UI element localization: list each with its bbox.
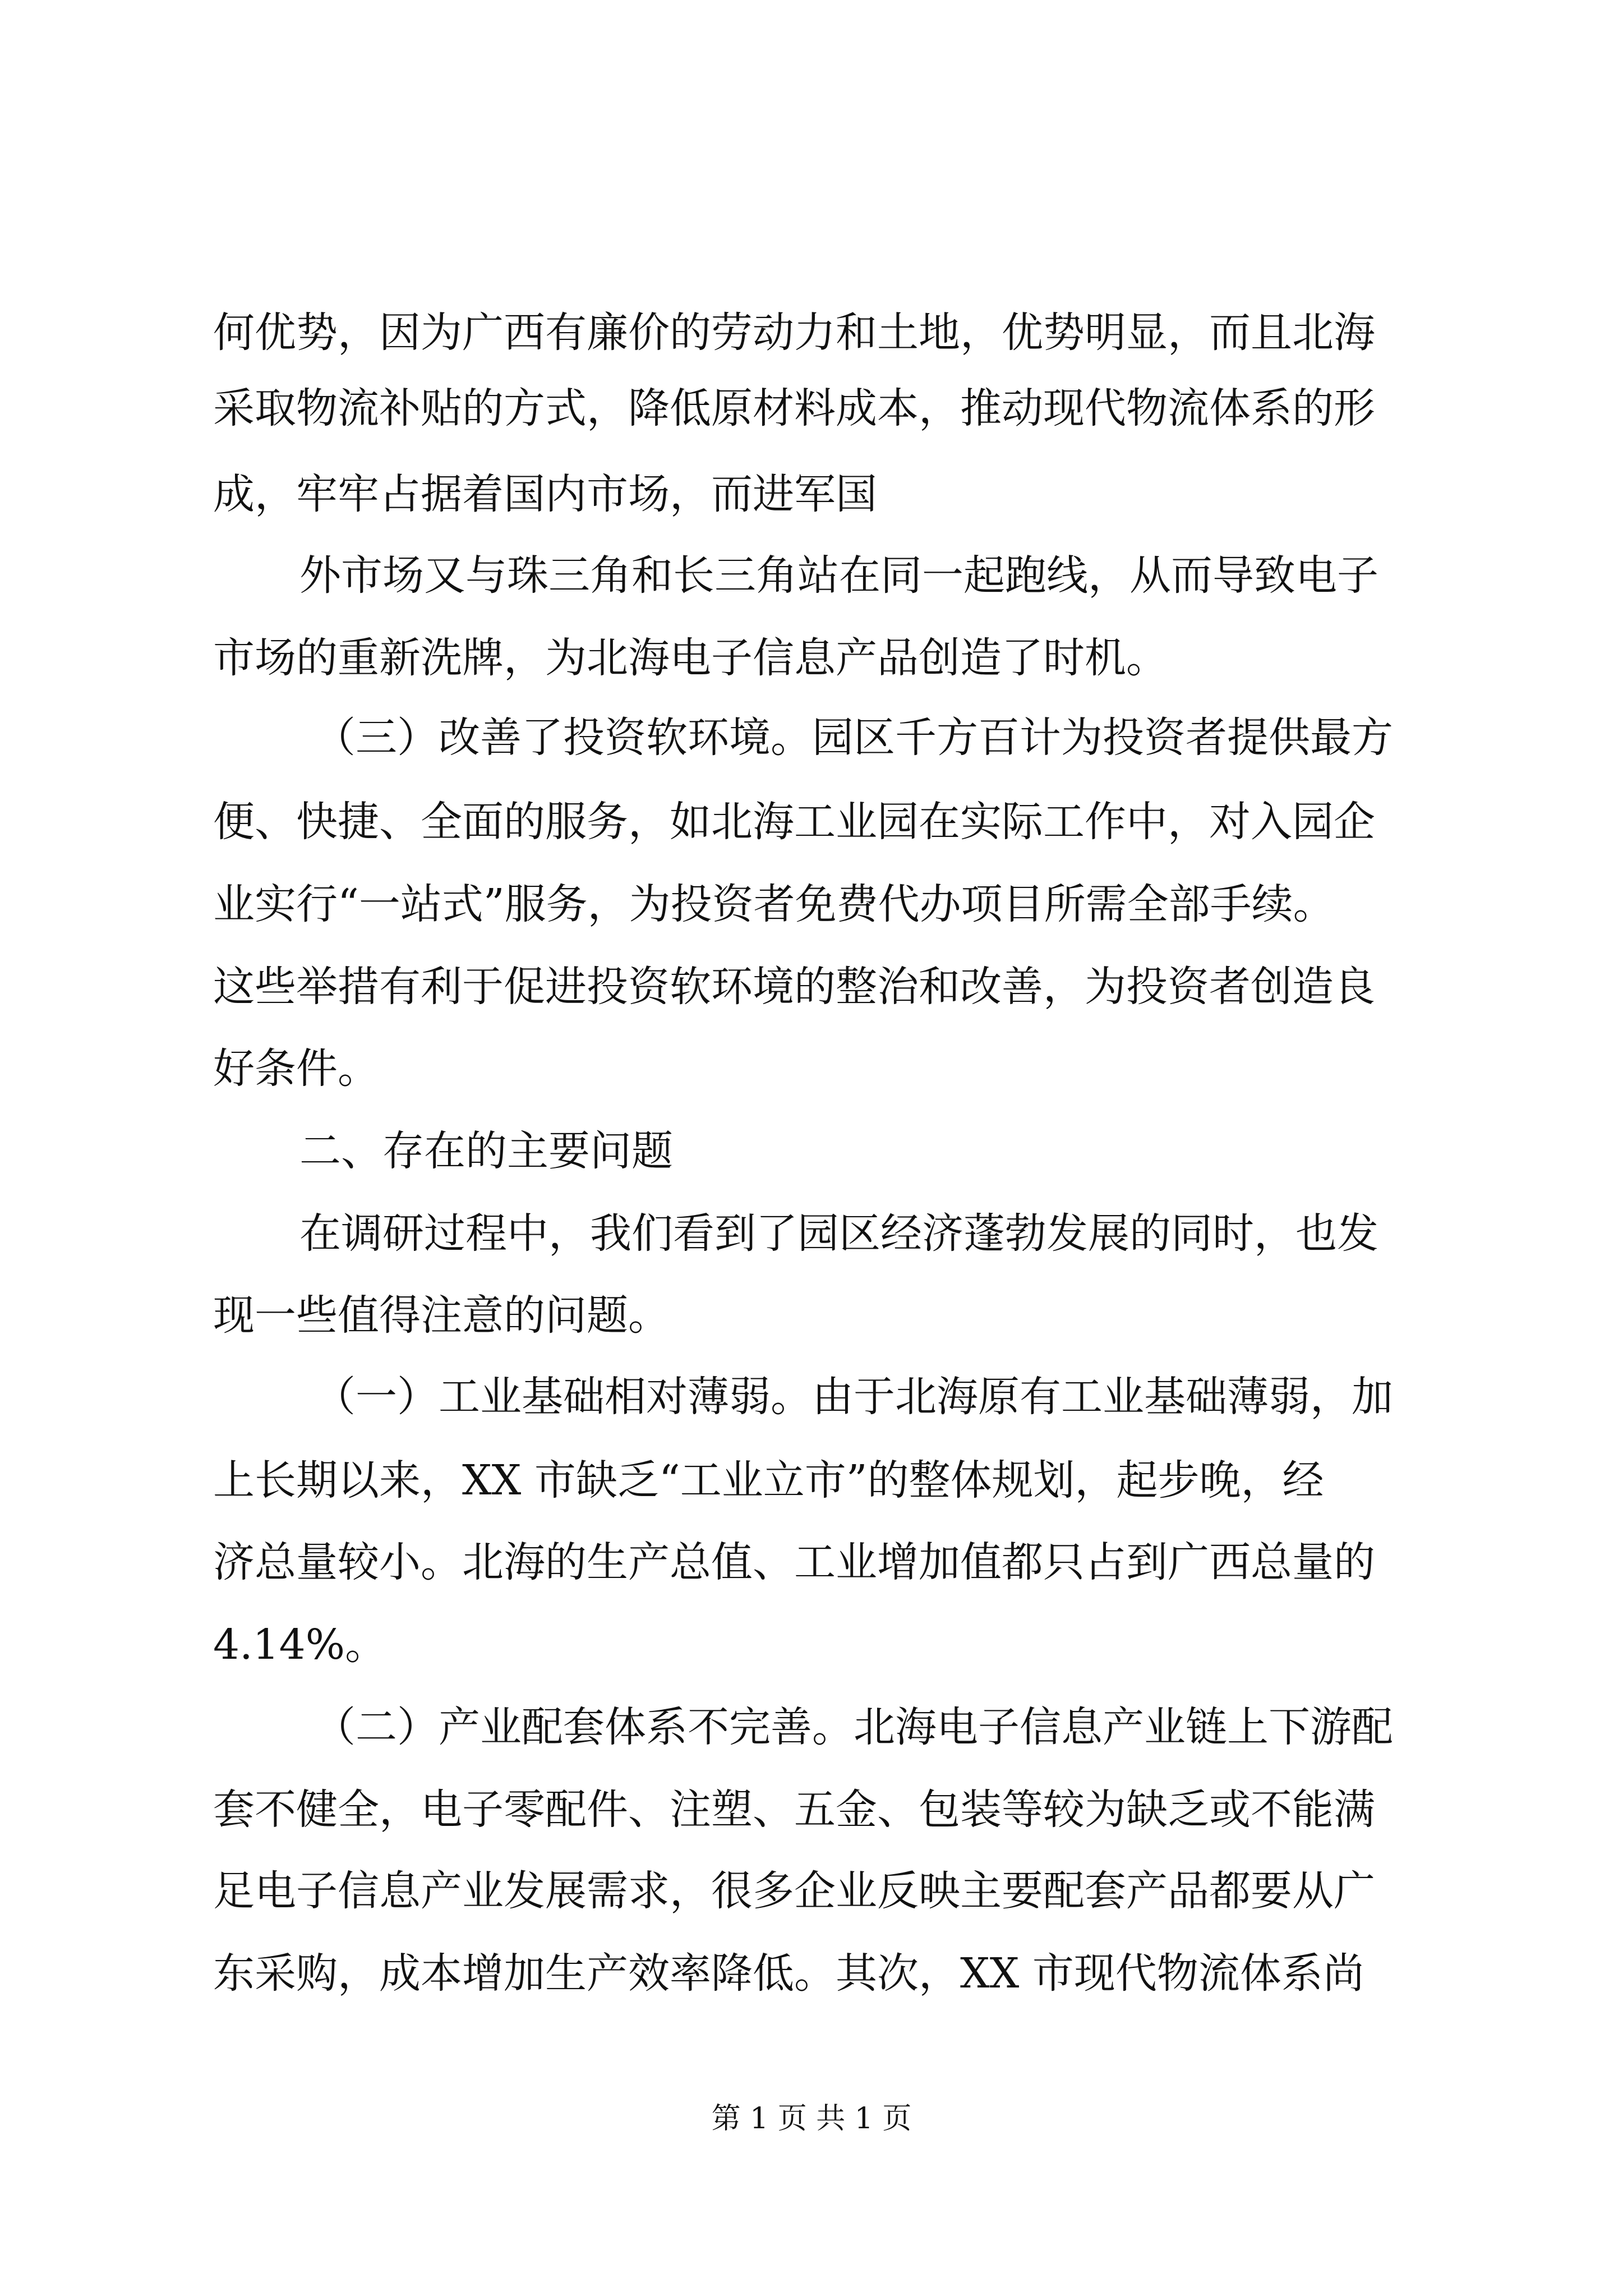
section-heading: 二、存在的主要问题 <box>299 1127 673 1175</box>
text-line: 外市场又与珠三角和长三角站在同一起跑线，从而导致电子 <box>299 551 1378 600</box>
text-line: 4.14%。 <box>213 1621 387 1669</box>
text-line: 好条件。 <box>213 1045 379 1093</box>
text-line: 足电子信息产业发展需求，很多企业反映主要配套产品都要从广 <box>213 1867 1375 1915</box>
text-line: 济总量较小。北海的生产总值、工业增加值都只占到广西总量的 <box>213 1538 1375 1586</box>
text-line: 这些举措有利于促进投资软环境的整治和改善，为投资者创造良 <box>213 963 1375 1011</box>
text-line: 现一些值得注意的问题。 <box>213 1291 670 1340</box>
text-line: （二）产业配套体系不完善。北海电子信息产业链上下游配 <box>314 1703 1393 1751</box>
text-line: 采取物流补贴的方式，降低原材料成本，推动现代物流体系的形 <box>213 384 1375 432</box>
text-line: 上长期以来，XX 市缺乏“工业立市”的整体规划，起步晚，经 <box>213 1456 1324 1504</box>
text-line: 套不健全，电子零配件、注塑、五金、包装等较为缺乏或不能满 <box>213 1786 1375 1834</box>
page-footer: 第 1 页 共 1 页 <box>711 2102 912 2136</box>
text-line: （三）改善了投资软环境。园区千方百计为投资者提供最方 <box>314 714 1393 762</box>
text-line: 便、快捷、全面的服务，如北海工业园在实际工作中，对入园企 <box>213 798 1375 846</box>
text-line: 成，牢牢占据着国内市场，而进军国 <box>213 470 877 518</box>
text-line: 市场的重新洗牌，为北海电子信息产品创造了时机。 <box>213 634 1168 682</box>
text-line: 业实行“一站式”服务，为投资者免费代办项目所需全部手续。 <box>213 880 1335 928</box>
text-line: （一）工业基础相对薄弱。由于北海原有工业基础薄弱，加 <box>314 1373 1393 1421</box>
text-line: 何优势，因为广西有廉价的劳动力和土地，优势明显，而且北海 <box>213 309 1375 357</box>
text-line: 在调研过程中，我们看到了园区经济蓬勃发展的同时，也发 <box>299 1209 1378 1258</box>
text-line: 东采购，成本增加生产效率降低。其次，XX 市现代物流体系尚 <box>213 1949 1364 1998</box>
